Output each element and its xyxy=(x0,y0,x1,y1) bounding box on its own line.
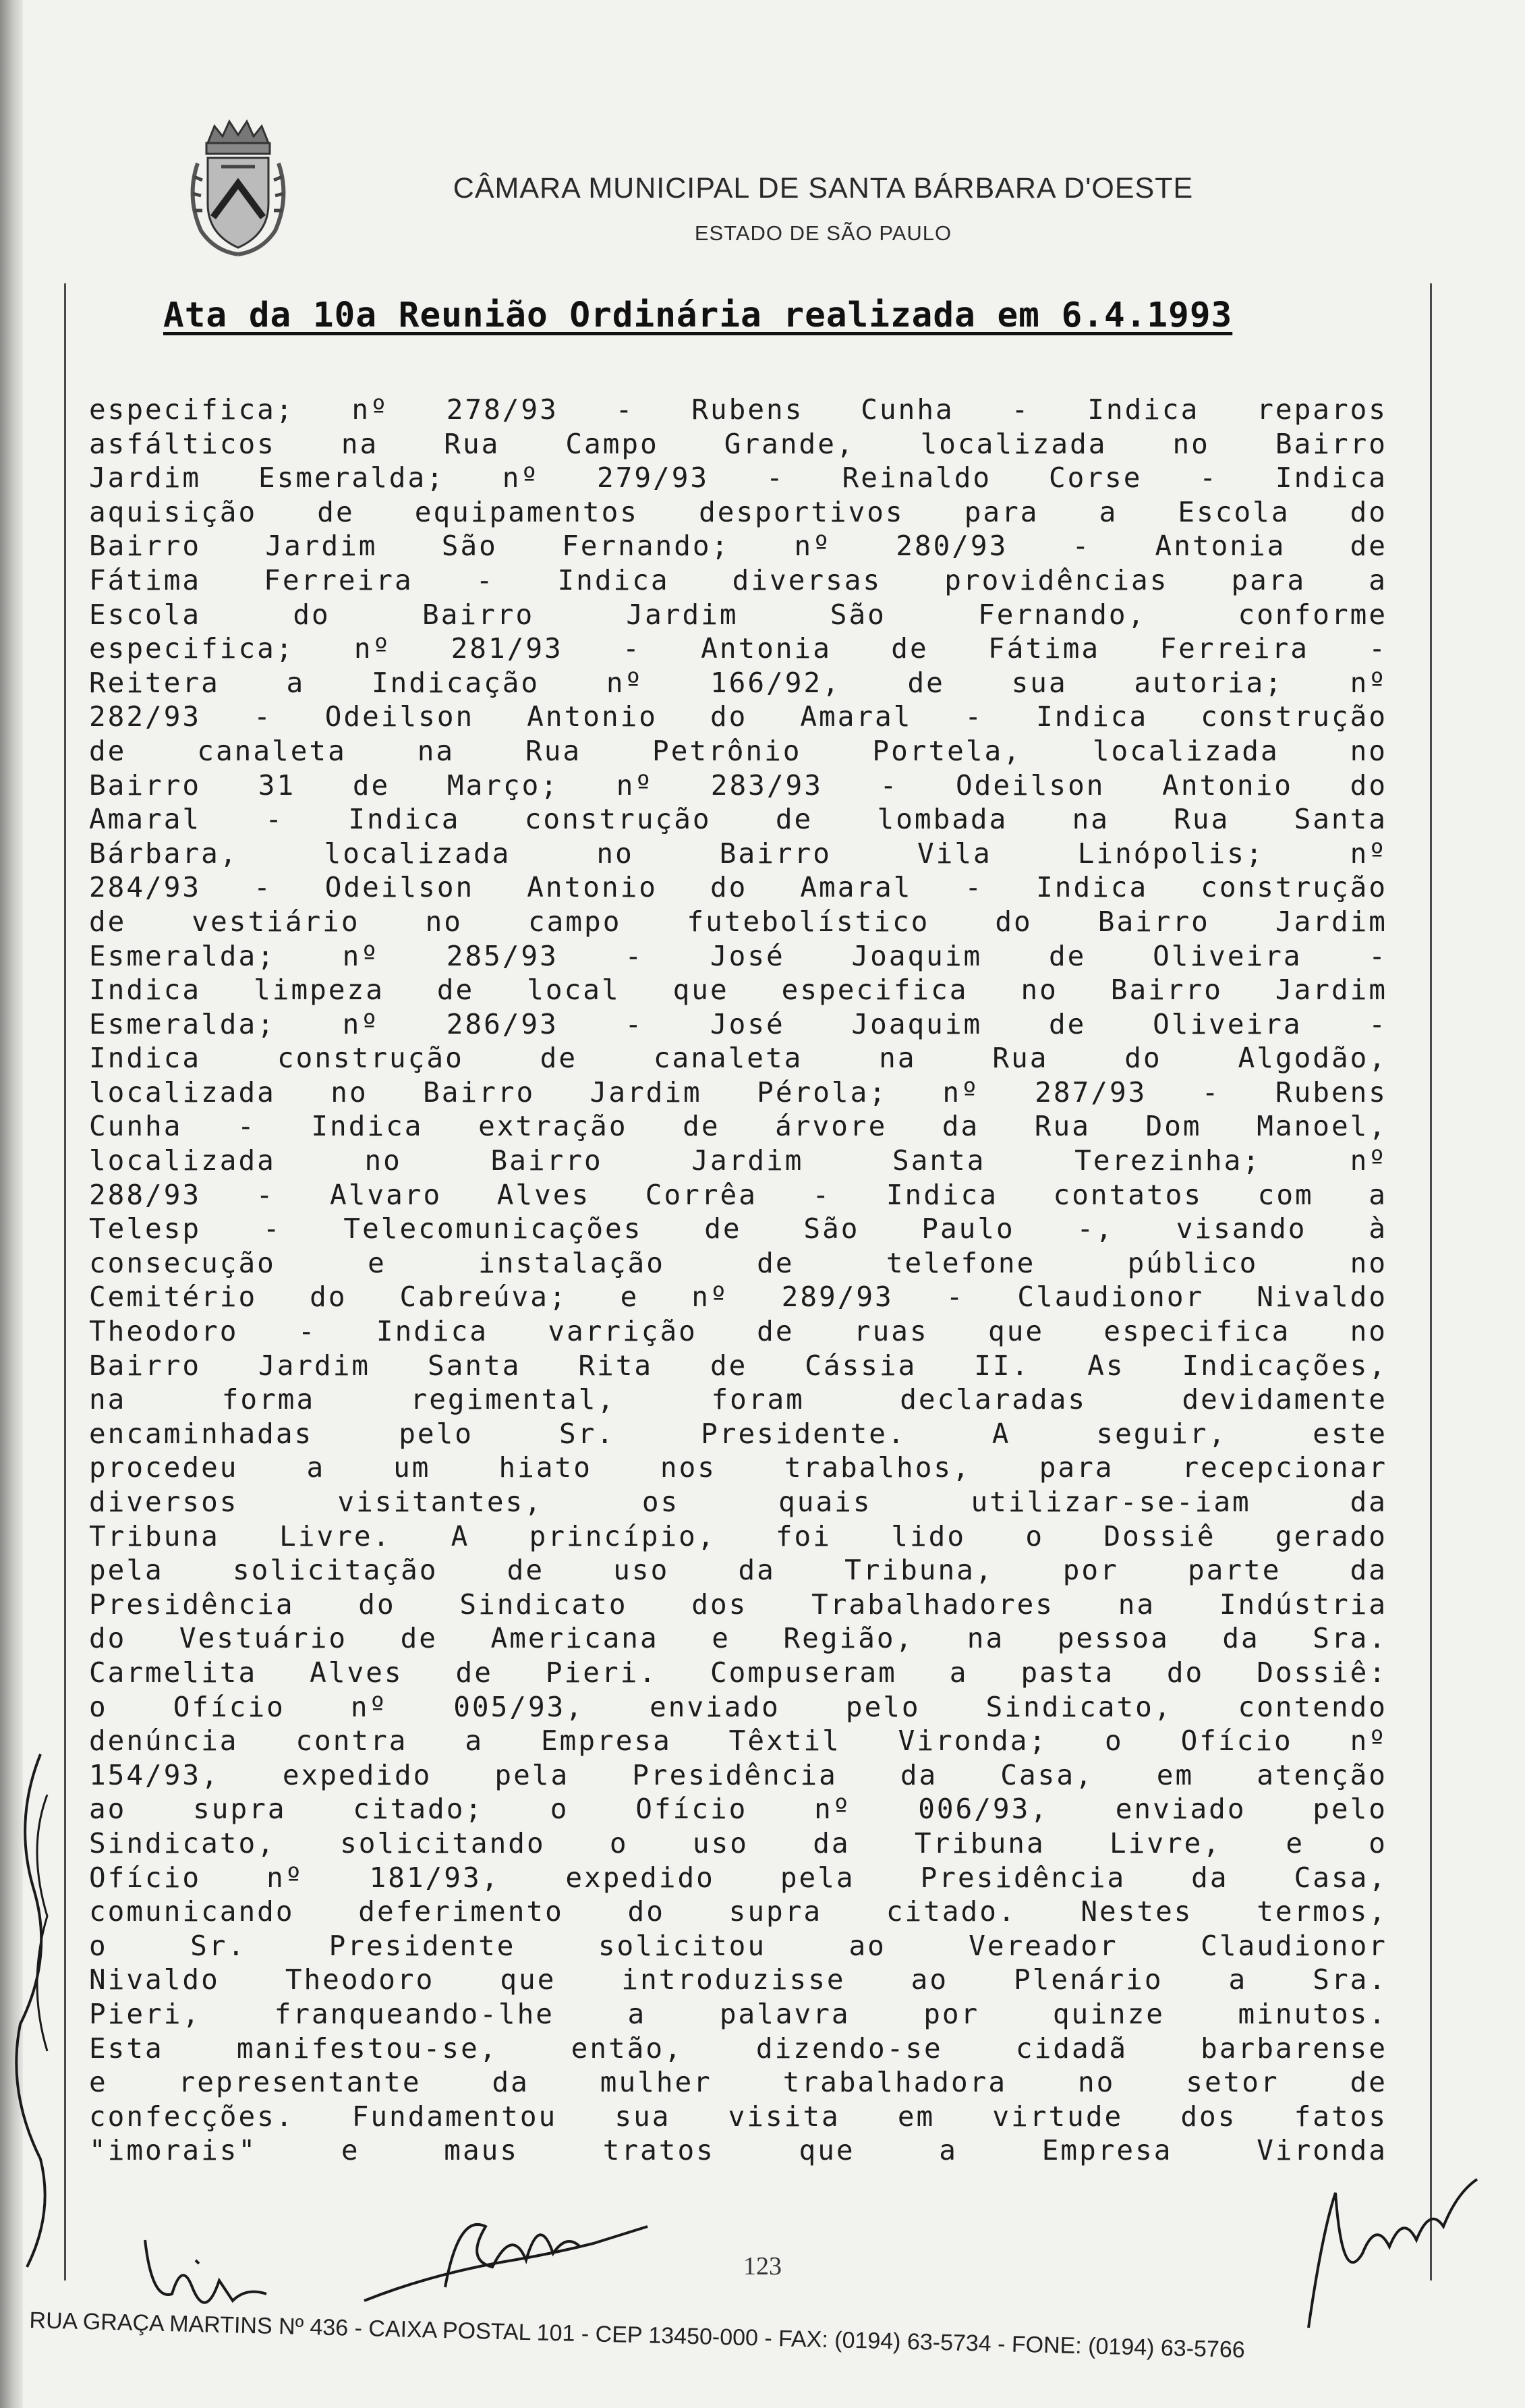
text-line: confecções. Fundamentou sua visita em virtude dos fatos xyxy=(89,2100,1387,2133)
text-line: Tribuna Livre. A princípio, foi lido o Dossiê gerado xyxy=(89,1519,1387,1552)
text-line: de vestiário no campo futebolístico do Bairro Jardim xyxy=(89,905,1387,938)
text-line: 154/93, expedido pela Presidência da Casa, em atenção xyxy=(89,1758,1387,1791)
text-line: Cemitério do Cabreúva; e nº 289/93 - Claudionor Nivaldo xyxy=(89,1281,1387,1314)
text-line: Bairro Jardim Santa Rita de Cássia II. As Indicações, xyxy=(89,1349,1387,1382)
text-line: Indica construção de canaleta na Rua do Algodão, xyxy=(89,1042,1387,1075)
text-line: encaminhadas pelo Sr. Presidente. A seguir, este xyxy=(89,1417,1387,1450)
text-line: Ofício nº 181/93, expedido pela Presidência da Casa, xyxy=(89,1861,1387,1894)
text-line: o Ofício nº 005/93, enviado pelo Sindicato, contendo xyxy=(89,1690,1387,1723)
text-line: Bairro 31 de Março; nº 283/93 - Odeilson Antonio do xyxy=(89,768,1387,802)
text-line: diversos visitantes, os quais utilizar-se-iam da xyxy=(89,1486,1387,1518)
text-line: Esmeralda; nº 285/93 - José Joaquim de Oliveira - xyxy=(89,939,1387,972)
signature-right xyxy=(1282,2152,1484,2348)
page-number: 123 xyxy=(743,2252,782,2280)
institution-name: CÂMARA MUNICIPAL DE SANTA BÁRBARA D'OESTE xyxy=(453,172,1194,204)
text-line: consecução e instalação de telefone público no xyxy=(89,1246,1387,1279)
text-line: Bairro Jardim São Fernando; nº 280/93 - Antonia de xyxy=(89,530,1387,563)
text-line: Nivaldo Theodoro que introduzisse ao Plenário a Sra. xyxy=(89,1963,1387,1996)
text-line: o Sr. Presidente solicitou ao Vereador Claudionor xyxy=(89,1929,1387,1962)
text-line: Reitera a Indicação nº 166/92, de sua autoria; nº xyxy=(89,666,1387,699)
text-line: Theodoro - Indica varrição de ruas que especifica no xyxy=(89,1315,1387,1348)
text-line: Fátima Ferreira - Indica diversas providências para a xyxy=(89,563,1387,596)
text-line: ao supra citado; o Ofício nº 006/93, enviado pelo xyxy=(89,1793,1387,1826)
text-line: Sindicato, solicitando o uso da Tribuna Livre, e o xyxy=(89,1826,1387,1859)
minutes-body xyxy=(89,393,1387,2168)
text-line: Jardim Esmeralda; nº 279/93 - Reinaldo Corse - Indica xyxy=(89,461,1387,495)
text-line: na forma regimental, foram declaradas devidamente xyxy=(89,1383,1387,1416)
text-line: comunicando deferimento do supra citado. Nestes termos, xyxy=(89,1895,1387,1928)
text-line: Esta manifestou-se, então, dizendo-se cidadã barbarense xyxy=(89,2032,1387,2065)
signature-center xyxy=(351,2186,661,2314)
text-line: Amaral - Indica construção de lombada na Rua Santa xyxy=(89,803,1387,836)
footer-address: RUA GRAÇA MARTINS Nº 436 - CAIXA POSTAL 101 - CEP 13450-000 - FAX: (0194) 63-5734 - FONE: (0194) 63-5766 xyxy=(29,2307,1246,2363)
text-line: de canaleta na Rua Petrônio Portela, localizada no xyxy=(89,734,1387,767)
text-line: "imorais" e maus tratos que a Empresa Vironda xyxy=(89,2134,1387,2167)
state-name: ESTADO DE SÃO PAULO xyxy=(694,221,952,245)
right-margin-rule xyxy=(1430,283,1432,2280)
text-line: 284/93 - Odeilson Antonio do Amaral - Indica construção xyxy=(89,871,1387,904)
text-line: denúncia contra a Empresa Têxtil Vironda; o Ofício nº xyxy=(89,1725,1387,1758)
text-line: especifica; nº 278/93 - Rubens Cunha - Indica reparos xyxy=(89,393,1387,426)
text-line: 288/93 - Alvaro Alves Corrêa - Indica contatos com a xyxy=(89,1178,1387,1211)
text-line: Cunha - Indica extração de árvore da Rua Dom Manoel, xyxy=(89,1110,1387,1143)
text-line: Presidência do Sindicato dos Trabalhadores na Indústria xyxy=(89,1588,1387,1621)
signature-left xyxy=(132,2220,287,2328)
margin-signature xyxy=(0,1741,61,2280)
text-line: especifica; nº 281/93 - Antonia de Fátima Ferreira - xyxy=(89,632,1387,665)
text-line: asfálticos na Rua Campo Grande, localizada no Bairro xyxy=(89,427,1387,460)
text-line: Carmelita Alves de Pieri. Compuseram a pasta do Dossiê: xyxy=(89,1656,1387,1689)
text-line: Pieri, franqueando-lhe a palavra por quinze minutos. xyxy=(89,1997,1387,2030)
text-line: pela solicitação de uso da Tribuna, por parte da xyxy=(89,1554,1387,1587)
text-line: Bárbara, localizada no Bairro Vila Linópolis; nº xyxy=(89,837,1387,870)
left-margin-rule xyxy=(64,283,66,2280)
text-line: localizada no Bairro Jardim Pérola; nº 287/93 - Rubens xyxy=(89,1075,1387,1109)
document-title: Ata da 10a Reunião Ordinária realizada em 6.4.1993 xyxy=(163,296,1233,335)
text-line: Esmeralda; nº 286/93 - José Joaquim de Oliveira - xyxy=(89,1007,1387,1040)
text-line: aquisição de equipamentos desportivos para a Escola do xyxy=(89,495,1387,528)
text-line: Escola do Bairro Jardim São Fernando, conforme xyxy=(89,598,1387,631)
text-line: 282/93 - Odeilson Antonio do Amaral - Indica construção xyxy=(89,700,1387,733)
text-line: Indica limpeza de local que especifica no Bairro Jardim xyxy=(89,974,1387,1007)
text-line: e representante da mulher trabalhadora no setor de xyxy=(89,2066,1387,2099)
text-line: Telesp - Telecomunicações de São Paulo -, visando à xyxy=(89,1212,1387,1245)
text-line: localizada no Bairro Jardim Santa Terezinha; nº xyxy=(89,1144,1387,1177)
text-line: do Vestuário de Americana e Região, na pessoa da Sra. xyxy=(89,1622,1387,1655)
text-line: procedeu a um hiato nos trabalhos, para recepcionar xyxy=(89,1451,1387,1484)
